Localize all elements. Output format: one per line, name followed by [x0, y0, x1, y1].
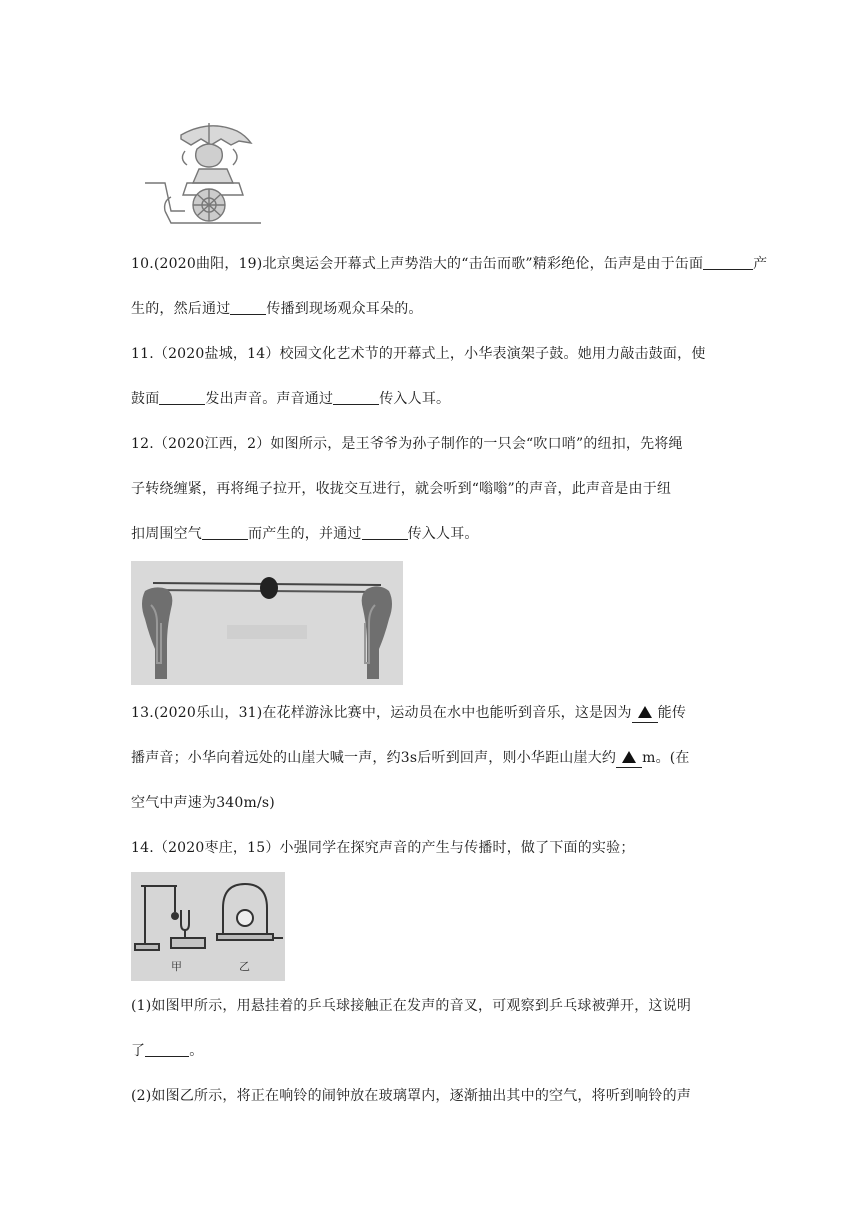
- q12-text-2: 子转绕缠紧，再将绳子拉开，收拢交互进行，就会听到“嗡嗡”的声音，此声音是由于纽: [131, 481, 672, 497]
- q14-sub1-text-a: (1)如图甲所示，用悬挂着的乒乓球接触正在发声的音叉，可观察到乒乓球被弹开，这说明: [131, 998, 692, 1014]
- q14-sub1-text-b: 了: [131, 1043, 146, 1059]
- figure-label-a: 甲: [171, 960, 182, 973]
- q10-blank-2[interactable]: [230, 300, 266, 315]
- q10-text-1a: 北京奥运会开幕式上声势浩大的“击缶而歌”精彩绝伦，缶声是由于缶面: [262, 256, 704, 272]
- q12-text-3c: 传入人耳。: [407, 526, 479, 542]
- q12-number: 12.: [131, 436, 154, 452]
- figure-label-b: 乙: [239, 960, 250, 973]
- q10-source: (2020曲阳，19): [153, 256, 263, 272]
- q13-text-2b: m。(在: [642, 750, 690, 766]
- q11-number: 11.: [131, 346, 154, 362]
- q13-answer-2[interactable]: [616, 749, 642, 768]
- q12-line1: [131, 435, 683, 453]
- q13-text-2a: 播声音；小华向着远处的山崖大喊一声，约3s后听到回声，则小华距山崖大约: [131, 750, 617, 766]
- q12-text-3a: 扣周围空气: [131, 526, 202, 542]
- q10-line1: [131, 255, 767, 273]
- q14-sub2-text: (2)如图乙所示，将正在响铃的闹钟放在玻璃罩内，逐渐抽出其中的空气，将听到响铃的声: [131, 1088, 692, 1104]
- q12-blank-2[interactable]: [362, 525, 408, 540]
- q10-line2: [131, 300, 423, 318]
- q12-line2: [131, 480, 671, 498]
- q14-source: （2020枣庄，15）: [153, 840, 280, 856]
- q13-text-1a: 在花样游泳比赛中，运动员在水中也能听到音乐，这是因为: [262, 705, 632, 721]
- q13-answer-1[interactable]: [632, 704, 658, 723]
- q11-source: （2020盐城，14）: [153, 346, 280, 362]
- answer-triangle-icon: [638, 706, 652, 718]
- q14-sub1-line1: [131, 997, 691, 1015]
- q13-text-3: 空气中声速为340m/s): [131, 795, 275, 811]
- q11-blank-1[interactable]: [159, 390, 205, 405]
- q14-number: 14.: [131, 840, 154, 856]
- q14-text-1: 小强同学在探究声音的产生与传播时，做了下面的实验；: [279, 840, 635, 856]
- q11-line1: [131, 345, 706, 363]
- q10-text-1b: 产: [753, 256, 768, 272]
- q14-line1: [131, 839, 635, 857]
- button-whistle-photo: [131, 561, 403, 685]
- sound-experiment-figure: [131, 872, 285, 981]
- q12-text-3b: 而产生的，并通过: [248, 526, 362, 542]
- q12-source: （2020江西，2）: [153, 436, 271, 452]
- q14-sub1-text-c: 。: [189, 1043, 204, 1059]
- lion-cart-drawing: [141, 117, 272, 231]
- q11-text-2a: 鼓面: [131, 391, 160, 407]
- q10-blank-1[interactable]: [703, 255, 753, 270]
- button-whistle-figure: [131, 561, 403, 685]
- q12-line3: [131, 525, 479, 543]
- q13-number: 13.: [131, 705, 154, 721]
- q13-line1: [131, 704, 686, 723]
- lion-cart-figure: [141, 117, 272, 231]
- q10-number: 10.: [131, 256, 154, 272]
- tuning-fork-bell-jar-photo: [131, 872, 285, 981]
- q13-line3: [131, 794, 275, 812]
- q12-blank-1[interactable]: [202, 525, 248, 540]
- q11-line2: [131, 390, 450, 408]
- q14-sub1-line2: [131, 1042, 203, 1060]
- q13-text-1b: 能传: [657, 705, 687, 721]
- q13-source: (2020乐山，31): [153, 705, 263, 721]
- q11-text-1: 校园文化艺术节的开幕式上，小华表演架子鼓。她用力敲击鼓面，使: [279, 346, 706, 362]
- q12-text-1: 如图所示，是王爷爷为孙子制作的一只会“吹口哨”的纽扣，先将绳: [270, 436, 683, 452]
- q11-text-2b: 发出声音。声音通过: [205, 391, 334, 407]
- answer-triangle-icon: [622, 751, 636, 763]
- q14-sub2-line1: [131, 1087, 691, 1105]
- q14-blank-1[interactable]: [145, 1042, 189, 1057]
- q13-line2: [131, 749, 690, 768]
- q11-blank-2[interactable]: [333, 390, 379, 405]
- q10-text-2a: 生的，然后通过: [131, 301, 231, 317]
- q10-text-2b: 传播到现场观众耳朵的。: [266, 301, 423, 317]
- pingpong-ball-icon: [171, 912, 179, 920]
- q11-text-2c: 传入人耳。: [379, 391, 451, 407]
